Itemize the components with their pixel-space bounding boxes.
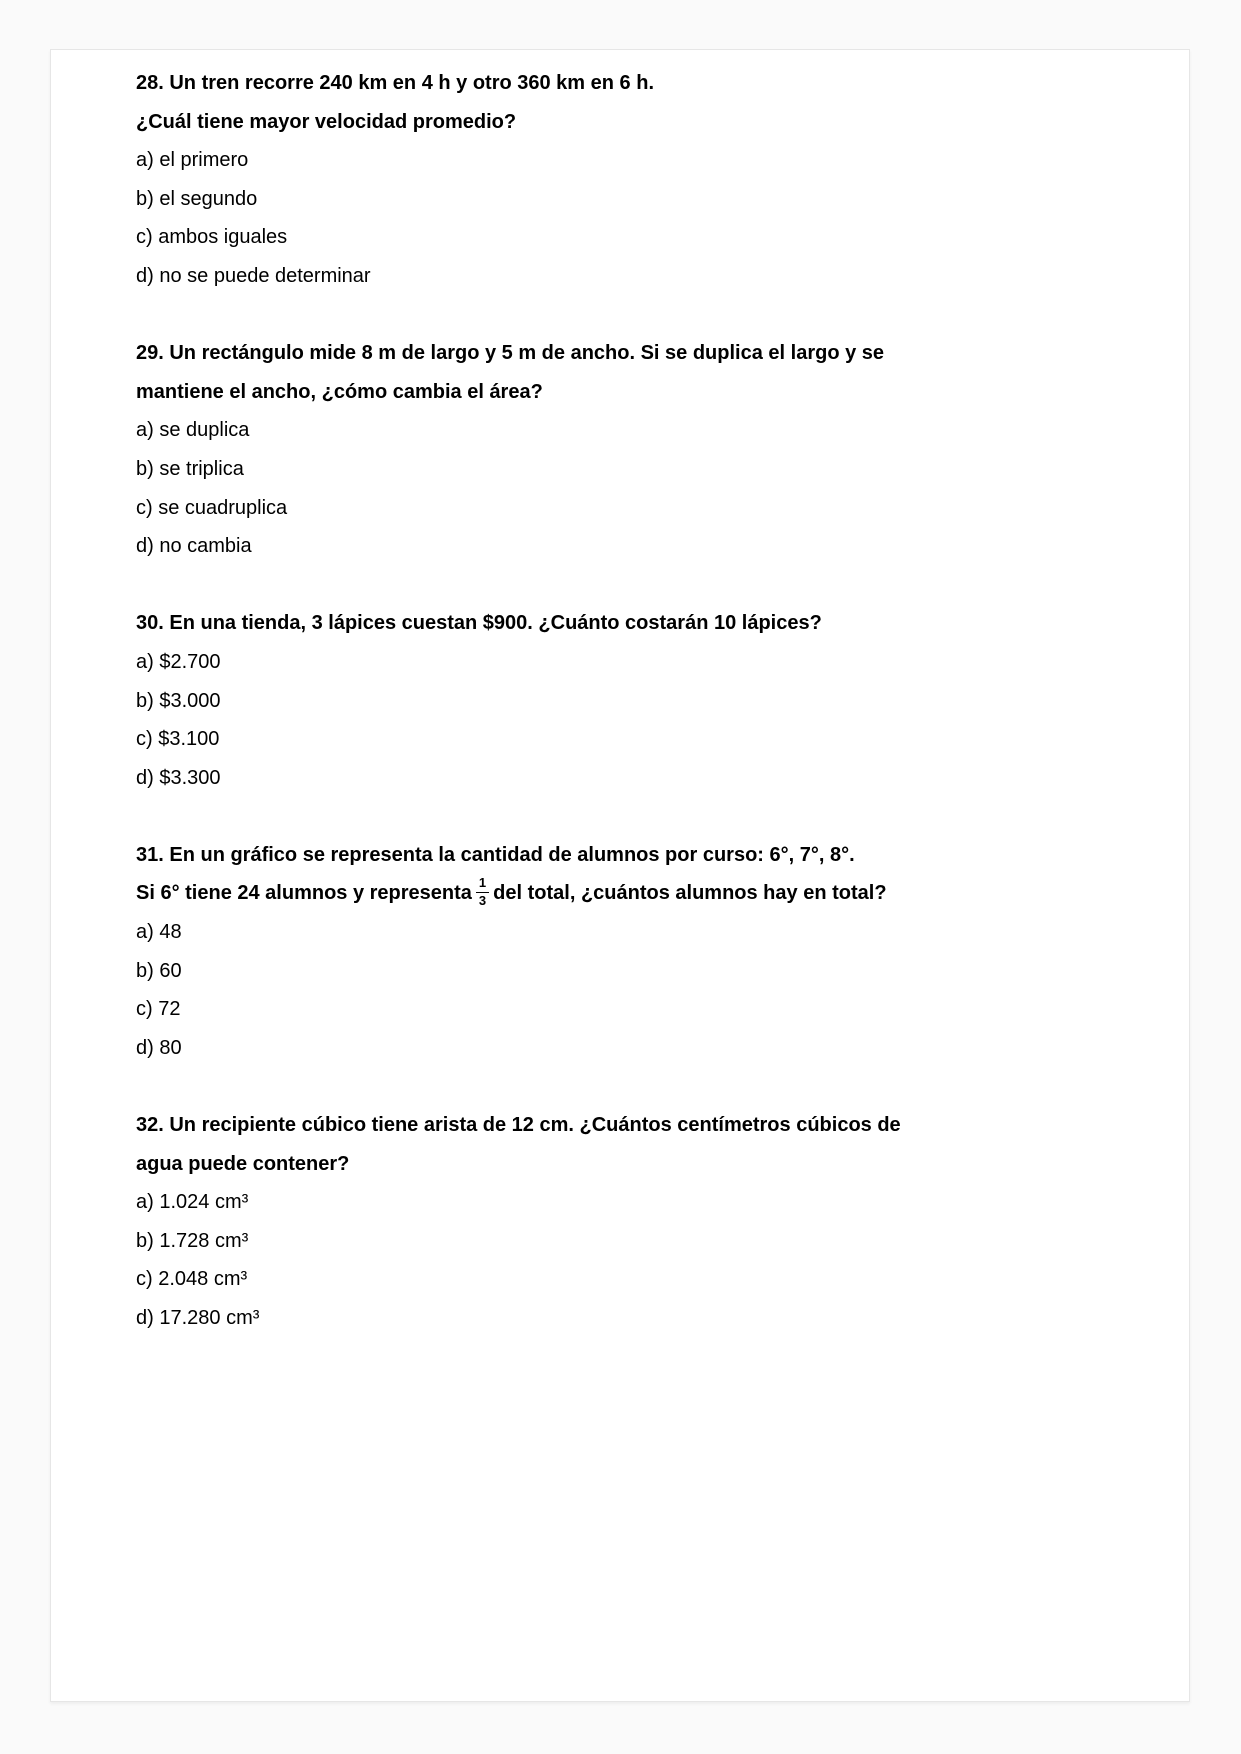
question-option: c) ambos iguales	[136, 226, 288, 249]
question-title-line	[136, 604, 1134, 643]
question-text-segment: 31. En un gráfico se representa la cantidad de alumnos por curso: 6°, 7°, 8°.	[136, 843, 855, 866]
question-option: c) se cuadruplica	[136, 496, 288, 519]
question-block	[136, 1106, 1134, 1338]
question-title-line	[136, 1106, 1134, 1145]
question-option: b) el segundo	[136, 187, 258, 210]
question-list	[51, 50, 1189, 1338]
question-title-line	[136, 334, 1134, 373]
question-block	[136, 64, 1134, 296]
question-option: b) $3.000	[136, 689, 221, 712]
question-text-segment: agua puede contener?	[136, 1152, 350, 1175]
question-text-segment: ¿Cuál tiene mayor velocidad promedio?	[136, 110, 517, 133]
question-text-segment: del total, ¿cuántos alumnos hay en total?	[493, 882, 887, 905]
question-option: b) 60	[136, 959, 182, 982]
question-block	[136, 604, 1134, 797]
question-option: a) se duplica	[136, 419, 250, 442]
question-title-line	[136, 103, 1134, 142]
question-option: d) $3.300	[136, 766, 221, 789]
question-text-segment: 32. Un recipiente cúbico tiene arista de 12 cm. ¿Cuántos centímetros cúbicos de	[136, 1114, 901, 1137]
question-option: d) no cambia	[136, 535, 252, 558]
question-option: a) el primero	[136, 149, 249, 172]
question-option: d) no se puede determinar	[136, 264, 371, 287]
question-option: a) 48	[136, 921, 182, 944]
question-title-line	[136, 373, 1134, 412]
question-option: c) 2.048 cm³	[136, 1268, 248, 1291]
question-option: a) 1.024 cm³	[136, 1191, 249, 1214]
question-text-segment: 28. Un tren recorre 240 km en 4 h y otro 360 km en 6 h.	[136, 72, 654, 94]
question-title-line	[136, 836, 1134, 875]
question-text-segment: 30. En una tienda, 3 lápices cuestan $900. ¿Cuánto costarán 10 lápices?	[136, 612, 822, 635]
question-block	[136, 334, 1134, 566]
fraction-numerator: 1	[476, 876, 489, 893]
question-option: d) 17.280 cm³	[136, 1307, 260, 1329]
question-text-segment: Si 6° tiene 24 alumnos y representa	[136, 882, 472, 905]
question-option: b) 1.728 cm³	[136, 1229, 249, 1252]
question-text-segment: mantiene el ancho, ¿cómo cambia el área?	[136, 380, 543, 403]
question-option: c) 72	[136, 998, 181, 1021]
question-block	[136, 836, 1134, 1068]
question-option: b) se triplica	[136, 457, 244, 480]
fraction	[476, 876, 489, 909]
question-text-segment: 29. Un rectángulo mide 8 m de largo y 5 m de ancho. Si se duplica el largo y se	[136, 342, 885, 365]
question-option: a) $2.700	[136, 650, 221, 673]
question-option: c) $3.100	[136, 728, 220, 751]
document-sheet	[50, 49, 1190, 1702]
question-option: d) 80	[136, 1036, 182, 1059]
question-title-line	[136, 64, 1134, 103]
question-title-line	[136, 1145, 1134, 1184]
fraction-denominator: 3	[478, 892, 487, 908]
question-title-line	[136, 874, 1134, 913]
